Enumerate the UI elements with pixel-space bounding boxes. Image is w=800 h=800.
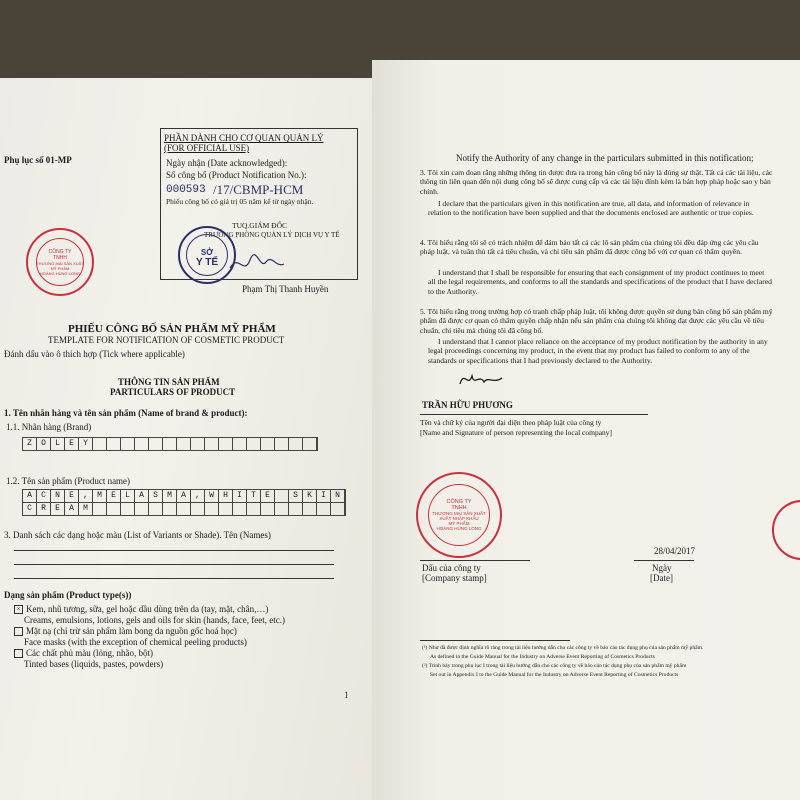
letter-cell: I (317, 490, 331, 502)
letter-cell (275, 503, 289, 515)
letter-cell (303, 438, 317, 450)
product-info-vi: THÔNG TIN SẢN PHẨM (118, 377, 220, 387)
form-title-vi: PHIẾU CÔNG BỐ SẢN PHẨM MỸ PHẨM (68, 323, 276, 335)
company-stamp-label-vi: Dấu của công ty (422, 563, 481, 573)
signer-title-1: TUQ.GIÁM ĐỐC (232, 221, 287, 230)
letter-cell: M (79, 503, 93, 515)
date-label-vi: Ngày (652, 563, 672, 573)
left-document-page (0, 78, 372, 800)
footnote-1-vi: (¹) Như đã được định nghĩa rõ ràng trong tài liệu hướng dẫn cho các công ty về báo cáo tác dụng phụ của sản phẩm mỹ phẩm. (422, 645, 704, 651)
letter-cell: S (149, 490, 163, 502)
representative-name: TRẦN HỮU PHƯƠNG (422, 400, 513, 410)
product-info-en: PARTICULARS OF PRODUCT (110, 387, 236, 397)
letter-cell (121, 503, 135, 515)
letter-cell (163, 503, 177, 515)
date-label-en: [Date] (650, 573, 673, 583)
section-1-label: 1. Tên nhãn hàng và tên sản phẩm (Name of brand & product): (4, 408, 248, 418)
letter-cell: O (37, 438, 51, 450)
type-1-vi: × Kem, nhũ tương, sữa, gel hoặc dầu dùng trên da (tay, mặt, chân,…) (14, 604, 268, 614)
letter-cell (219, 503, 233, 515)
letter-cell (191, 438, 205, 450)
letter-cell (289, 503, 303, 515)
official-box-title-vi: PHẦN DÀNH CHO CƠ QUAN QUẢN LÝ (164, 133, 324, 143)
letter-cell: A (135, 490, 149, 502)
footnote-1-en: As defined in the Guide Manual for the Industry on Adverse Event Reporting of Cosmetics Products (430, 654, 655, 660)
letter-cell: E (65, 438, 79, 450)
letter-cell: E (261, 490, 275, 502)
notification-number: 000593 (166, 184, 206, 196)
letter-cell: K (303, 490, 317, 502)
letter-cell: R (37, 503, 51, 515)
variant-line-2 (14, 564, 334, 565)
letter-cell: , (79, 490, 93, 502)
date-line (634, 560, 694, 561)
letter-cell (121, 438, 135, 450)
type-2-vi: Mặt nạ (chỉ trừ sản phẩm làm bong da nguồn gốc hoá học) (14, 626, 237, 636)
tick-note: Đánh dấu vào ô thích hợp (Tick where applicable) (4, 349, 185, 359)
letter-cell (219, 438, 233, 450)
signature-caption-vi: Tên và chữ ký của người đại diện theo pháp luật của công ty (420, 418, 602, 427)
company-stamp-right-icon: CÔNG TY TNHH THƯƠNG MẠI SẢN XUẤT XUẤT NHẬP KHẨU MỸ PHẨM HOÀNG HÙNG LONG (416, 472, 502, 558)
letter-cell: L (121, 490, 135, 502)
letter-cell: M (93, 490, 107, 502)
letter-cell: N (331, 490, 345, 502)
company-stamp-icon: CÔNG TY TNHH THƯƠNG MẠI SẢN XUẤT MỸ PHẨM HOÀNG HÙNG LONG (26, 228, 94, 296)
clause-4-vi: 4. Tôi hiểu rằng tôi sẽ có trách nhiệm để đảm bảo tất cả các lô sản phẩm của chúng tôi đều đáp ứng các yêu cầu pháp luật, và tuân thủ tất cả tiêu chuẩn, và chỉ tiêu sản phẩm đã được công bố với cơ quan có thẩm quyền. (420, 238, 759, 257)
right-document-page (372, 60, 800, 800)
document-date: 28/04/2017 (654, 546, 696, 556)
official-seal-icon: SỞ Y TẾ (178, 226, 236, 284)
signature-line (420, 414, 648, 415)
stamp-line (420, 560, 530, 561)
clause-5-vi: 5. Tôi hiểu rằng trong trường hợp có tranh chấp pháp luật, tôi không được quyền sử dụng bản công bố sản phẩm mỹ phẩm đã được cơ quan có thẩm quyền chấp nhận nếu sản phẩm của chúng tôi không đạt được các yêu cầu về tiêu chuẩn, chỉ tiêu mà chúng tôi đã công bố. (420, 307, 773, 335)
clause-5-en: I understand that I cannot place reliance on the acceptance of my product notification by the authority in any legal proceedings concerning my product, in the event that my product has failed to conform to any of the standards or specifications that I had previously declared to the Authority. (428, 337, 768, 365)
footnote-2-en: Set out in Appendix I to the Guide Manual for the Industry on Adverse Event Reporting of Cosmetics Products (430, 672, 679, 678)
variant-line-3 (14, 578, 334, 579)
intro-line: Notify the Authority of any change in the particulars submitted in this notification; (456, 153, 754, 163)
letter-cell (261, 503, 275, 515)
type-2-checkbox[interactable] (14, 627, 23, 636)
type-1-checkbox[interactable]: × (14, 605, 23, 614)
representative-signature-icon (456, 366, 506, 392)
type-1-en: Creams, emulsions, lotions, gels and oils for skin (hands, face, feet, etc.) (24, 615, 285, 625)
letter-cell (93, 503, 107, 515)
letter-cell: I (233, 490, 247, 502)
notification-no-label: Số công bố (Product Notification No.): (166, 170, 307, 180)
partial-stamp-edge-icon (772, 500, 800, 560)
letter-cell (261, 438, 275, 450)
notification-suffix: /17/CBMP-HCM (213, 182, 304, 197)
footnote-2-vi: (²) Trình bày trong phụ lục I trong tài liệu hướng dẫn cho các công ty về báo cáo tác dụng phụ của sản phẩm mỹ phẩm (422, 663, 687, 669)
letter-cell (205, 503, 219, 515)
type-3-en: Tinted bases (liquids, pastes, powders) (24, 659, 164, 669)
signature-caption-en: [Name and Signature of person representing the local company] (420, 428, 613, 437)
letter-cell: S (289, 490, 303, 502)
letter-cell (289, 438, 303, 450)
letter-cell (303, 503, 317, 515)
official-box-title-en: (FOR OFFICIAL USE) (164, 143, 250, 153)
type-3-checkbox[interactable] (14, 649, 23, 658)
letter-cell: M (163, 490, 177, 502)
signer-title-2: TRƯỞNG PHÒNG QUẢN LÝ DỊCH VỤ Y TẾ (204, 231, 340, 239)
letter-cell (275, 438, 289, 450)
section-3-label: 3. Danh sách các dạng hoặc màu (List of Variants or Shade). Tên (Names) (4, 530, 271, 540)
signer-name: Phạm Thị Thanh Huyền (242, 284, 329, 294)
letter-cell (247, 503, 261, 515)
product-name-grid-row-2 (22, 502, 346, 516)
letter-cell (93, 438, 107, 450)
variant-line-1 (14, 550, 334, 551)
letter-cell (107, 438, 121, 450)
brand-letter-grid (22, 437, 318, 451)
form-title-en: TEMPLATE FOR NOTIFICATION OF COSMETIC PRODUCT (48, 335, 285, 345)
letter-cell: A (65, 503, 79, 515)
letter-cell: E (51, 503, 65, 515)
letter-cell: Z (23, 438, 37, 450)
letter-cell (331, 503, 345, 515)
clause-3-vi: 3. Tôi xin cam đoan rằng những thông tin được đưa ra trong bản công bố này là đúng sự thật. Tất cả các tài liệu, các thông tin liên quan đến nội dung công bố sẽ được cung cấp và các tài liệu đính kèm là bản hợp pháp hoặc sao y bản chính. (420, 168, 773, 196)
letter-cell (107, 503, 121, 515)
letter-cell (149, 438, 163, 450)
letter-cell (135, 503, 149, 515)
date-acknowledged-label: Ngày nhận (Date acknowledged): (166, 158, 288, 168)
letter-cell: L (51, 438, 65, 450)
letter-cell: W (205, 490, 219, 502)
letter-cell: N (51, 490, 65, 502)
letter-cell (247, 438, 261, 450)
letter-cell (191, 503, 205, 515)
letter-cell (177, 503, 191, 515)
letter-cell: , (191, 490, 205, 502)
letter-cell (149, 503, 163, 515)
appendix-label: Phụ lục số 01-MP (4, 155, 72, 165)
letter-cell (163, 438, 177, 450)
letter-cell: T (247, 490, 261, 502)
product-types-label: Dạng sản phẩm (Product type(s)) (4, 590, 132, 600)
letter-cell: E (65, 490, 79, 502)
company-stamp-label-en: [Company stamp] (422, 573, 487, 583)
letter-cell: C (23, 503, 37, 515)
letter-cell (233, 503, 247, 515)
clause-3-en: I declare that the particulars given in this notification are true, all data, and information of relevance in relation to the notification have been supplied and that the documents enclosed are authentic or true copies. (428, 199, 754, 218)
footnote-separator (420, 640, 570, 641)
letter-cell: E (107, 490, 121, 502)
letter-cell: Y (79, 438, 93, 450)
letter-cell: A (177, 490, 191, 502)
signature-icon (228, 248, 288, 278)
type-2-en: Face masks (with the exception of chemical peeling products) (24, 637, 247, 647)
letter-cell (317, 503, 331, 515)
letter-cell (177, 438, 191, 450)
type-3-vi: Các chất phủ màu (lỏng, nhão, bột) (14, 648, 153, 658)
letter-cell (275, 490, 289, 502)
product-name-label: 1.2. Tên sản phẩm (Product name) (6, 476, 131, 486)
page-number: 1 (344, 690, 349, 700)
brand-label: 1.1. Nhãn hàng (Brand) (6, 422, 92, 432)
letter-cell (233, 438, 247, 450)
letter-cell: C (37, 490, 51, 502)
product-name-grid-row-1 (22, 489, 346, 503)
letter-cell: H (219, 490, 233, 502)
letter-cell: A (23, 490, 37, 502)
validity-note: Phiếu công bố có giá trị 05 năm kể từ ngày nhận. (166, 197, 314, 206)
clause-4-en: I understand that I shall be responsible for ensuring that each consignment of my product continues to meet all the legal requirements, and conforms to all the standards and specifications of the product that I have declared to the Authority. (428, 268, 772, 296)
letter-cell (205, 438, 219, 450)
letter-cell (135, 438, 149, 450)
